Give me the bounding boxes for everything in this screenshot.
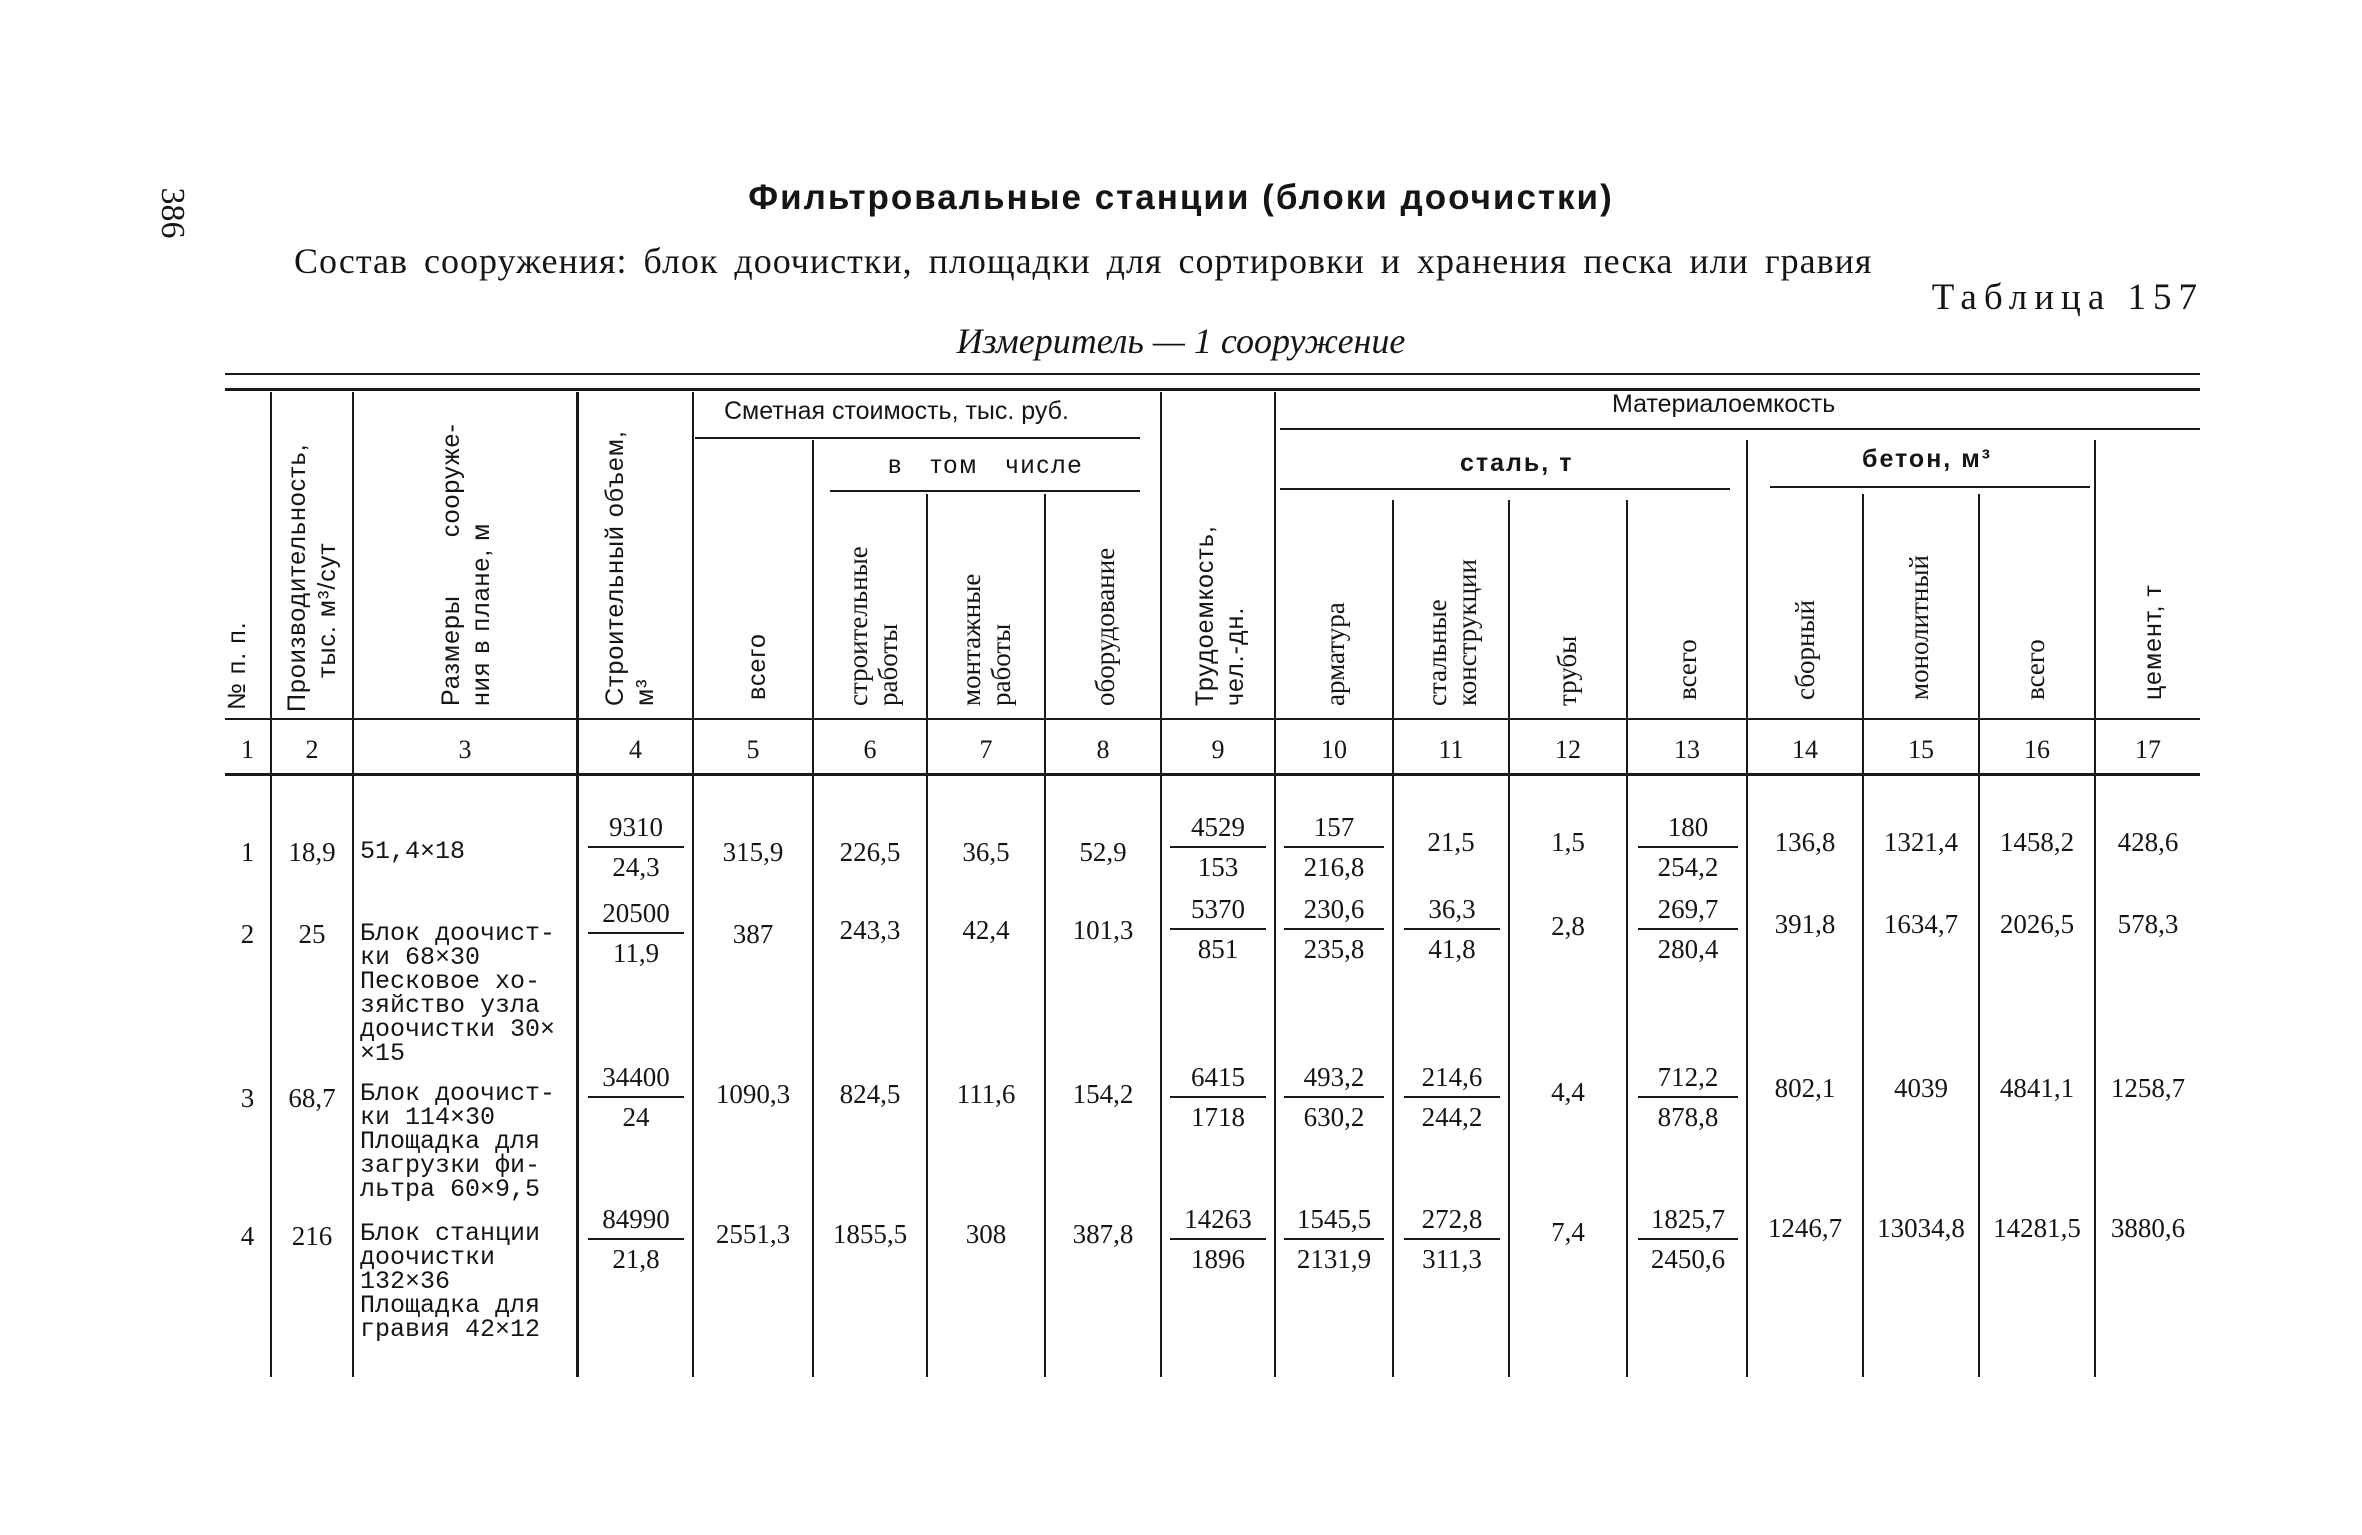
steel-struct-value: 244,2 (1421, 1102, 1483, 1132)
cost-total-cell: 387 (732, 919, 774, 949)
pipes-cell: 7,4 (1551, 1217, 1585, 1247)
steel-struct-value: 214,6 (1421, 1062, 1483, 1092)
header-equipment: оборудование (1090, 547, 1120, 706)
precast-cell: 1246,7 (1767, 1213, 1843, 1243)
rebar-fraction (1284, 892, 1384, 966)
construction-cell: 1855,5 (832, 1219, 908, 1249)
fraction-bar (1638, 1096, 1738, 1098)
rebar-value: 157 (1313, 812, 1355, 842)
row-number: 2 (240, 919, 255, 949)
column-number: 16 (2024, 735, 2050, 764)
steel-group-header: сталь, т (1460, 449, 1574, 477)
row-number: 4 (240, 1221, 255, 1251)
col-rule-9 (1274, 392, 1276, 1377)
steel-total-fraction (1638, 1202, 1738, 1276)
steel-total-value: 254,2 (1657, 852, 1719, 882)
fraction-bar (1404, 1238, 1500, 1240)
equipment-cell: 101,3 (1072, 915, 1134, 945)
cement-cell: 578,3 (2117, 909, 2179, 939)
column-number: 13 (1674, 735, 1700, 764)
concrete-total-cell: 1458,2 (1999, 827, 2075, 857)
col-rule-10 (1392, 500, 1394, 1377)
fraction-bar (588, 932, 684, 934)
steel-total-value: 280,4 (1657, 934, 1719, 964)
column-number: 10 (1321, 735, 1347, 764)
cement-cell: 1258,7 (2110, 1073, 2186, 1103)
rule-cost-group (695, 437, 1140, 439)
header-precast: сборный (1790, 599, 1820, 700)
header-volume: Строительный объем, м³ (601, 430, 659, 706)
rebar-value: 493,2 (1303, 1062, 1365, 1092)
rule-header-bottom (225, 718, 2200, 720)
column-number: 1 (241, 735, 254, 764)
col-rule-3 (576, 392, 579, 1377)
labor-fraction (1170, 892, 1266, 966)
rule-top-thin (225, 373, 2200, 375)
fraction-bar (588, 1238, 684, 1240)
header-pipes: трубы (1552, 635, 1582, 706)
monolithic-cell: 1321,4 (1883, 827, 1959, 857)
rule-material-group (1280, 428, 2200, 430)
cost-group-header: Сметная стоимость, тыс. руб. (724, 397, 1069, 425)
fraction-bar (1638, 928, 1738, 930)
cost-total-cell: 2551,3 (715, 1219, 791, 1249)
column-number: 11 (1438, 735, 1464, 764)
column-number: 5 (746, 735, 760, 764)
volume-fraction (588, 896, 684, 970)
cost-sub-header: в том числе (888, 451, 1084, 479)
size-cell: 51,4×18 (360, 837, 466, 866)
steel-total-value: 180 (1667, 812, 1709, 842)
capacity-cell: 18,9 (288, 837, 336, 867)
cost-total-cell: 1090,3 (715, 1079, 791, 1109)
concrete-group-header: бетон, м³ (1862, 445, 1993, 473)
labor-value: 14263 (1184, 1204, 1252, 1234)
volume-value: 21,8 (612, 1244, 660, 1274)
fraction-bar (1284, 1096, 1384, 1098)
column-number: 14 (1792, 735, 1818, 764)
volume-fraction (588, 1060, 684, 1134)
column-number: 8 (1096, 735, 1110, 764)
fraction-bar (1170, 1238, 1266, 1240)
mounting-cell: 42,4 (962, 915, 1010, 945)
rebar-value: 2131,9 (1296, 1244, 1372, 1274)
column-number: 2 (305, 735, 319, 764)
precast-cell: 391,8 (1774, 909, 1836, 939)
row-number: 3 (240, 1083, 255, 1113)
column-number: 15 (1908, 735, 1934, 764)
column-number: 12 (1555, 735, 1581, 764)
rebar-value: 235,8 (1303, 934, 1365, 964)
cost-total-cell: 315,9 (722, 837, 784, 867)
size-cell: Блок станции доочистки 132×36 Площадка для гравия 42×12 (360, 1219, 541, 1344)
header-cost-total: всего (743, 633, 771, 700)
construction-cell: 824,5 (839, 1079, 901, 1109)
labor-fraction (1170, 1202, 1266, 1276)
precast-cell: 136,8 (1774, 827, 1836, 857)
rule-concrete-group (1770, 486, 2090, 488)
header-monolithic: монолитный (1904, 555, 1934, 700)
column-number: 9 (1211, 735, 1225, 764)
rule-steel-group (1280, 488, 1730, 490)
steel-struct-fraction (1404, 1060, 1500, 1134)
steel-total-value: 878,8 (1657, 1102, 1719, 1132)
precast-cell: 802,1 (1774, 1073, 1836, 1103)
fraction-bar (1284, 846, 1384, 848)
fraction-bar (1404, 928, 1500, 930)
steel-struct-value: 36,3 (1428, 894, 1476, 924)
pipes-cell: 4,4 (1551, 1077, 1585, 1107)
fraction-bar (1638, 1238, 1738, 1240)
capacity-cell: 68,7 (288, 1083, 336, 1113)
fraction-bar (1404, 1096, 1500, 1098)
column-number: 7 (979, 735, 993, 764)
row-number: 1 (240, 837, 255, 867)
construction-cell: 243,3 (839, 915, 901, 945)
size-cell: Блок доочист- ки 114×30 Площадка для загрузки фи- льтра 60×9,5 (360, 1079, 556, 1204)
rebar-value: 1545,5 (1296, 1204, 1372, 1234)
cement-cell: 3880,6 (2110, 1213, 2186, 1243)
mounting-cell: 308 (965, 1219, 1007, 1249)
rebar-value: 230,6 (1303, 894, 1365, 924)
fraction-bar (588, 1096, 684, 1098)
cement-cell: 428,6 (2117, 827, 2179, 857)
volume-value: 34400 (602, 1062, 670, 1092)
fraction-bar (1284, 1238, 1384, 1240)
construction-cell: 226,5 (839, 837, 901, 867)
steel-struct-value: 41,8 (1428, 934, 1476, 964)
mounting-cell: 111,6 (956, 1079, 1016, 1109)
column-number: 4 (629, 735, 642, 764)
steel-struct-value: 272,8 (1421, 1204, 1483, 1234)
rule-top (225, 388, 2200, 391)
capacity-cell: 25 (298, 919, 326, 949)
steel-struct-fraction (1404, 892, 1500, 966)
material-group-header: Материалоемкость (1612, 390, 1836, 418)
rebar-value: 216,8 (1303, 852, 1365, 882)
header-size: Размеры сооруже- ния в плане, м (437, 423, 495, 706)
concrete-total-cell: 4841,1 (1999, 1073, 2075, 1103)
concrete-total-cell: 2026,5 (1999, 909, 2075, 939)
equipment-cell: 387,8 (1072, 1219, 1134, 1249)
labor-fraction (1170, 1060, 1266, 1134)
header-steel-total: всего (1672, 639, 1702, 700)
page-number: 386 (154, 187, 191, 239)
rule-cost-sub (830, 490, 1140, 492)
volume-fraction (588, 1202, 684, 1276)
header-construction: строительные работы (843, 546, 903, 706)
column-number: 6 (863, 735, 877, 764)
pipes-cell: 1,5 (1551, 827, 1585, 857)
pipes-cell: 2,8 (1551, 911, 1585, 941)
labor-value: 1896 (1191, 1244, 1245, 1274)
rebar-fraction (1284, 1060, 1384, 1134)
steel-struct-cell: 21,5 (1427, 827, 1475, 857)
steel-total-value: 2450,6 (1650, 1244, 1726, 1274)
col-rule-2 (352, 392, 354, 1377)
volume-value: 9310 (609, 812, 663, 842)
header-capacity: Производительность, тыс. м³/сут (283, 443, 341, 712)
steel-struct-value: 311,3 (1422, 1244, 1482, 1274)
monolithic-cell: 4039 (1894, 1073, 1948, 1103)
volume-value: 11,9 (612, 938, 660, 968)
volume-value: 84990 (602, 1204, 670, 1234)
volume-value: 20500 (602, 898, 670, 928)
labor-value: 6415 (1191, 1062, 1245, 1092)
mounting-cell: 36,5 (962, 837, 1010, 867)
labor-value: 851 (1197, 934, 1239, 964)
rule-numbers-bottom (225, 773, 2200, 776)
monolithic-cell: 1634,7 (1883, 909, 1959, 939)
rebar-fraction (1284, 810, 1384, 884)
volume-value: 24,3 (612, 852, 660, 882)
equipment-cell: 52,9 (1079, 837, 1127, 867)
concrete-total-cell: 14281,5 (1993, 1213, 2081, 1243)
header-rebar: арматура (1320, 602, 1350, 706)
labor-value: 5370 (1191, 894, 1245, 924)
header-num: № п. п. (223, 621, 251, 710)
fraction-bar (1170, 1096, 1266, 1098)
labor-value: 4529 (1191, 812, 1245, 842)
header-mounting: монтажные работы (956, 573, 1016, 706)
steel-total-fraction (1638, 810, 1738, 884)
monolithic-cell: 13034,8 (1877, 1213, 1965, 1243)
subtitle: Состав сооружения: блок доочистки, площадки для сортировки и хранения песка или гравия (294, 241, 1873, 281)
column-number: 17 (2135, 735, 2161, 764)
volume-value: 24 (622, 1102, 650, 1132)
equipment-cell: 154,2 (1072, 1079, 1134, 1109)
page-title: Фильтровальные станции (блоки доочистки) (748, 178, 1614, 217)
fraction-bar (1170, 846, 1266, 848)
capacity-cell: 216 (291, 1221, 333, 1251)
rebar-fraction (1284, 1202, 1384, 1276)
steel-total-fraction (1638, 1060, 1738, 1134)
steel-total-value: 269,7 (1657, 894, 1719, 924)
col-rule-8 (1160, 392, 1162, 1377)
header-cement: цемент, т (2139, 584, 2167, 700)
fraction-bar (1638, 846, 1738, 848)
header-labor: Трудоемкость, чел.-дн. (1191, 525, 1249, 706)
volume-fraction (588, 810, 684, 884)
fraction-bar (1170, 928, 1266, 930)
rebar-value: 630,2 (1303, 1102, 1365, 1132)
labor-value: 153 (1197, 852, 1239, 882)
fraction-bar (1284, 928, 1384, 930)
steel-total-value: 1825,7 (1650, 1204, 1726, 1234)
size-cell: Блок доочист- ки 68×30 Песковое хо- зяйство узла доочистки 30× ×15 (360, 919, 556, 1068)
steel-total-value: 712,2 (1657, 1062, 1719, 1092)
steel-total-fraction (1638, 892, 1738, 966)
col-rule-12 (1626, 500, 1628, 1377)
measure-unit: Измеритель — 1 сооружение (956, 321, 1406, 361)
table-label: Таблица 157 (1931, 277, 2204, 318)
column-number: 3 (458, 735, 472, 764)
header-concrete-total: всего (2020, 639, 2050, 700)
labor-value: 1718 (1191, 1102, 1245, 1132)
labor-fraction (1170, 810, 1266, 884)
steel-struct-fraction (1404, 1202, 1500, 1276)
header-steel-struct: стальные конструкции (1422, 559, 1482, 706)
fraction-bar (588, 846, 684, 848)
